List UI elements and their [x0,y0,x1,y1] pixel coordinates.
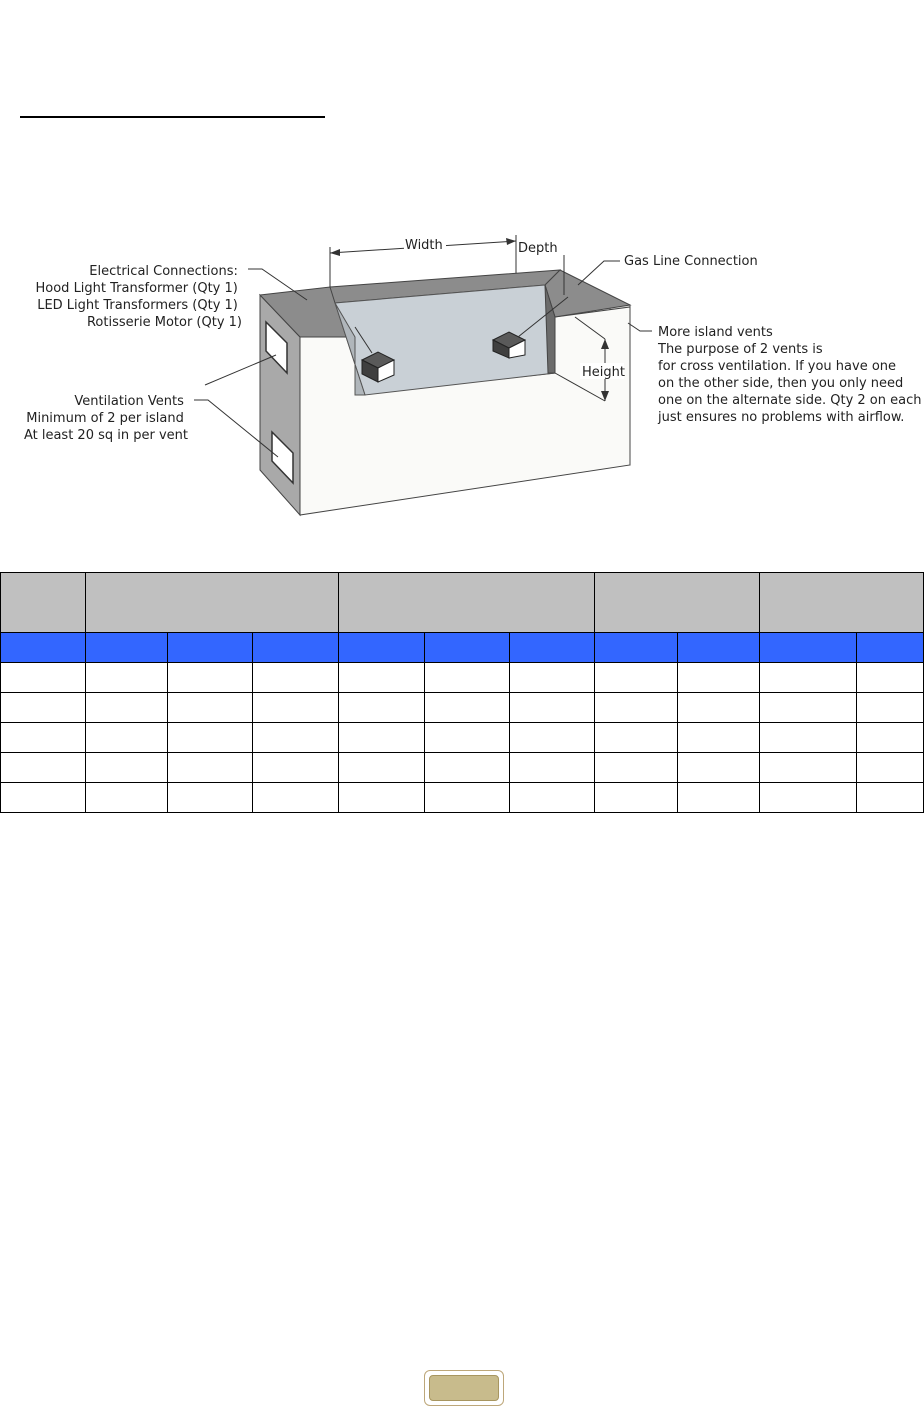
depth-label: Depth [518,241,558,256]
width-label: Width [405,238,443,253]
header-cell [595,573,760,633]
header-cell [339,573,595,633]
table-row [1,723,924,753]
heading-underline [20,116,325,118]
height-label: Height [582,365,625,380]
table-row [1,693,924,723]
header-cell [1,573,86,633]
page-number-badge [424,1370,504,1406]
island-diagram [0,225,924,525]
table-subheader-row [1,633,924,663]
header-cell [760,573,924,633]
ventilation-vents-label: Ventilation Vents Minimum of 2 per island At least 20 sq in per vent [23,394,188,443]
island-vents-note: More island vents The purpose of 2 vents is for cross ventilation. If you have one on the other side, then you only need one on the alternate side. Qty 2 on each just ensures no problems with airflow. [658,325,922,425]
table-row [1,783,924,813]
electrical-connections-label: Electrical Connections: Hood Light Transformer (Qty 1) LED Light Transformers (Qty 1) Rotisserie Motor (Qty 1) [35,264,242,330]
table-row [1,663,924,693]
table-row [1,753,924,783]
header-cell [86,573,339,633]
gas-line-label: Gas Line Connection [624,254,758,269]
table-header-row [1,573,924,633]
dimension-spec-table [0,572,924,813]
page-number-badge-fill [429,1375,499,1401]
